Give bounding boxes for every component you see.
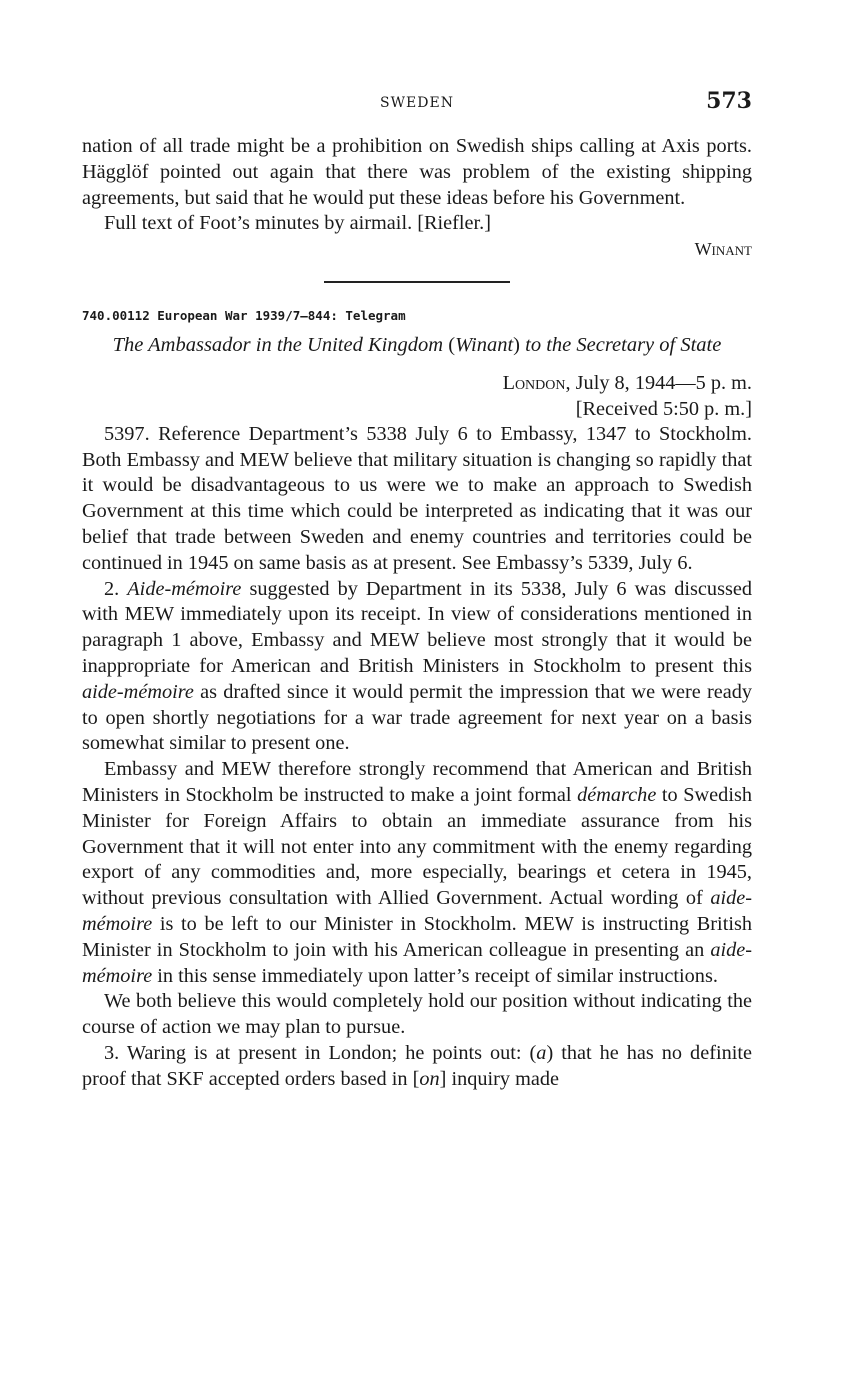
text-span: suggested by Department in its 5338, July 6 was discussed with MEW immediately upon its receipt. In view of considerations mentioned in paragraph 1 above, Embassy and MEW believe most strongly that it would be inappropriate for American and British Ministers in Stockholm to present this [82, 577, 752, 677]
text-span: ) that he has no definite proof that SKF accepted orders based in [ [82, 1041, 753, 1090]
text-span: 2. [104, 577, 128, 600]
text-span: to Swedish Minister for Foreign Affairs to obtain an immediate assurance from his Government that it will not enter into any commitment with the enemy regarding export of any commodities and, more especially, bearings et cetera in 1945, without previous consultation with Allied Government. Actual wording of [82, 783, 752, 910]
text-span: Embassy and MEW therefore strongly recommend that American and British Ministers in Stockholm be instructed to make a joint formal [82, 758, 752, 806]
text-span: is to be left to our Minister in Stockholm. MEW is instructing British Minister in Stockholm to join with his American colleague in presenting an [82, 912, 752, 961]
page-body [82, 134, 752, 1093]
title-part: The Ambassador in the United Kingdom [112, 333, 444, 356]
document-title [82, 332, 752, 358]
italic-term: on [419, 1067, 440, 1090]
text-span: as drafted since it would permit the impression that we were ready to open shortly negotiations for a war trade agreement for next year on a basis somewhat similar to present one. [82, 680, 752, 755]
italic-term: aide-mémoire [82, 938, 752, 987]
paragraph-3 [82, 757, 752, 989]
title-name: Winant [455, 333, 514, 356]
text-span: 3. Waring is at present in London; he points out: ( [104, 1041, 537, 1064]
date-rest: , July 8, 1944—5 p. m. [565, 371, 752, 394]
italic-term: Aide-mémoire [127, 577, 242, 600]
received-line: [Received 5:50 p. m.] [575, 397, 752, 420]
title-paren-open: ( [448, 333, 456, 356]
dateline [82, 370, 752, 422]
italic-term: a [536, 1041, 547, 1064]
page-number: 573 [706, 88, 752, 114]
italic-term: aide-mémoire [82, 680, 194, 703]
paragraph-4: We both believe this would completely hold our position without indicating the course of action we may plan to pursue. [82, 990, 752, 1039]
file-reference: 740.00112 European War 1939/7–844: Telegram [82, 307, 406, 323]
paragraph-5 [82, 1041, 752, 1093]
text-span: ] inquiry made [439, 1067, 560, 1090]
continued-paragraph: nation of all trade might be a prohibition on Swedish ships calling at Axis ports. Hägglöf pointed out again that there was problem of the existing shipping agreements, but said that he would put these ideas before his Government. [82, 135, 752, 209]
text-span: in this sense immediately upon latter’s receipt of similar instructions. [152, 964, 718, 987]
paragraph-1: 5397. Reference Department’s 5338 July 6 to Embassy, 1347 to Stockholm. Both Embassy and MEW believe that military situation is changing so rapidly that it would be disadvantageous to us were we to make an approach to Swedish Government at this time which could be interpreted as indicating that it was our belief that trade between Sweden and enemy countries and territories could be continued in 1945 on same basis as at present. See Embassy’s 5339, July 6. [82, 422, 752, 574]
italic-term: démarche [577, 783, 657, 806]
page-header [82, 88, 752, 118]
signature-winant: Winant [694, 239, 752, 260]
section-divider [324, 281, 510, 283]
running-head: SWEDEN [380, 95, 454, 111]
title-paren-close: ) [513, 333, 520, 356]
minutes-note: Full text of Foot’s minutes by airmail. [Riefler.] [104, 212, 491, 235]
paragraph-2 [82, 577, 752, 758]
italic-term: aide-mémoire [82, 887, 752, 935]
date-city: London [502, 371, 566, 394]
title-part-end: to the Secretary of State [520, 333, 722, 356]
